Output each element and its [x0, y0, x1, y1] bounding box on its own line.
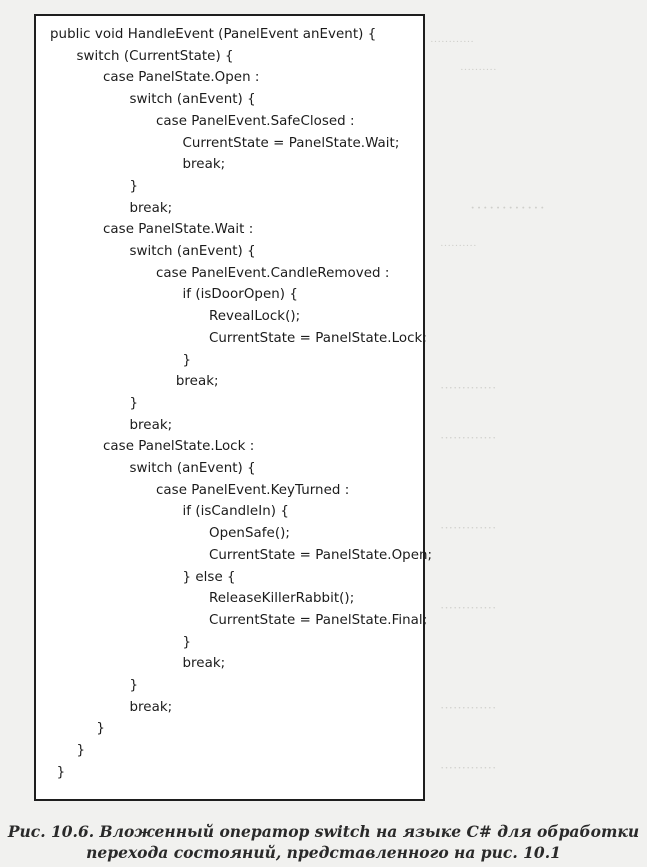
code-line: public void HandleEvent (PanelEvent anEvent) { [50, 27, 377, 42]
code-line: break; [182, 157, 226, 173]
code-line: case PanelEvent.CandleRemoved : [156, 265, 390, 281]
bleed-through-text: ············ [470, 200, 546, 217]
code-listing-box [34, 14, 433, 801]
bleed-through-text: ············· [440, 520, 497, 535]
bleed-through-text: ············· [440, 430, 497, 445]
code-line: case PanelState.Lock : [103, 439, 255, 455]
bleed-through-text: ············· [440, 600, 497, 615]
code-line: case PanelState.Wait : [103, 222, 254, 238]
code-line: case PanelEvent.KeyTurned : [156, 482, 350, 498]
code-line: case PanelEvent.SafeClosed : [156, 113, 355, 129]
code-line: break; [182, 656, 226, 672]
figure-caption-line-1: Рис. 10.6. Вложенный оператор switch на языке C# для обработки [7, 822, 640, 841]
code-line: CurrentState = PanelState.Lock; [209, 330, 427, 346]
code-line: } [56, 764, 66, 780]
code-line: break; [175, 374, 219, 390]
code-line: } [129, 678, 139, 693]
bleed-through-text: ············· [440, 380, 497, 395]
bleed-through-text: ·········· [460, 64, 497, 76]
code-line: case PanelState.Open : [103, 70, 260, 86]
code-line: CurrentState = PanelState.Final; [209, 612, 428, 628]
code-line: break; [129, 699, 173, 715]
code-line: } [76, 743, 86, 759]
code-line: OpenSafe(); [209, 526, 290, 542]
code-line: break; [129, 417, 173, 433]
code-line: } else { [182, 569, 236, 585]
code-line: RevealLock(); [209, 309, 301, 325]
code-line: if (isDoorOpen) { [182, 287, 298, 303]
code-line: CurrentState = PanelState.Open; [209, 547, 433, 563]
figure-caption-line-2: перехода состояний, представленного на рис. 10.1 [86, 843, 561, 862]
code-line: if (isCandleIn) { [182, 504, 289, 520]
code-line: } [129, 395, 139, 411]
code-line: CurrentState = PanelState.Wait; [182, 135, 400, 151]
bleed-through-text: ············· [440, 700, 497, 715]
code-line: switch (CurrentState) { [76, 48, 234, 64]
code-line: switch (anEvent) { [129, 461, 256, 476]
code-line: switch (anEvent) { [129, 244, 256, 259]
code-line: } [182, 634, 192, 650]
code-line: break; [129, 200, 173, 216]
bleed-through-text: ············ [430, 36, 474, 48]
code-line: } [129, 178, 139, 194]
bleed-through-text: ·········· [440, 240, 477, 252]
code-line: } [96, 721, 105, 737]
code-line: } [182, 352, 192, 368]
code-line: ReleaseKillerRabbit(); [209, 591, 355, 607]
code-line: switch (anEvent) { [129, 92, 256, 108]
bleed-through-text: ············· [440, 760, 497, 775]
